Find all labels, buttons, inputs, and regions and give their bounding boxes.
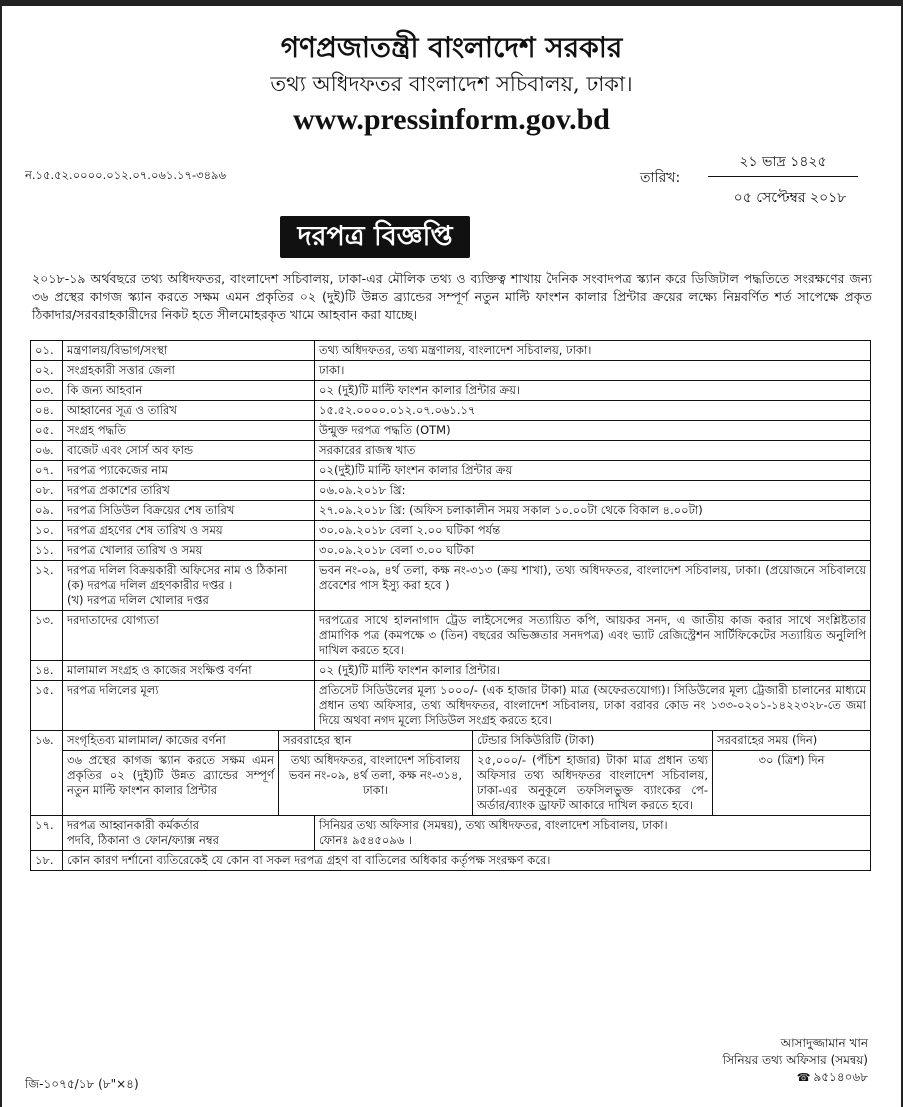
row-number: ০১. [31,341,63,361]
row-value: ৩০.০৯.২০১৮ বেলা ৩.০০ ঘটিকা [315,541,871,561]
table-row [31,361,871,381]
notice-title: দরপত্র বিজ্ঞপ্তি [280,216,470,258]
row-value: ০২ (দুই)টি মাল্টি ফাংশন কালার প্রিন্টার ক্রয়। [315,381,871,401]
signatory-name: আসাদুজ্জামান খান [780,1036,868,1050]
table-row [31,751,871,816]
row-value: প্রতিসেট সিডিউলের মূল্য ১০০০/- (এক হাজার টাকা) মাত্র (অফেরতযোগ্য)। সিডিউলের মূল্য ট্রেজারী চালানের মাধ্যমে প্রধান তথ্য অফিসার, তথ্য অধিদফতর, বাংলাদেশ সচিবালয়, ঢাকা বরাবর কোড নং ১৩৩-০২০১-১৪২২৩২৮-তে জমা দিয়ে অথবা নগদ মূল্যে সিডিউল সংগ্রহ করতে হবে। [315,681,871,731]
memo-number: ন.১৫.৫২.০০০০.০১২.০৭.০৬১.১৭-৩৪৯৬ [25,168,226,182]
table-row [31,816,871,851]
row-label: দরপত্র প্যাকেজের নাম [63,461,315,481]
signature-block [640,1035,868,1086]
print-code: জি-১০৭৫/১৮ (৮"×৪) [25,1077,139,1091]
row-value: ২৭.০৯.২০১৮ খ্রি: (অফিস চলাকালীন সময় সকাল ১০.০০টা থেকে বিকাল ৪.০০টা) [315,501,871,521]
table-row [31,481,871,501]
row16-header-time: সরবরাহের সময় (দিন) [713,731,871,751]
row-number: ১৪. [31,661,63,681]
row16-place: তথ্য অধিদফতর, বাংলাদেশ সচিবালয় ভবন নং-০৯, ৪র্থ তলা, কক্ষ নং-৩১৪, ঢাকা। [279,751,473,816]
table-row [31,421,871,441]
row16-time: ৩০ (ত্রিশ) দিন [713,751,871,816]
row-number: ০২. [31,361,63,381]
row-number: ০৯. [31,501,63,521]
row-label: সংগ্রহ পদ্ধতি [63,421,315,441]
tender-table [30,340,871,871]
row-number: ০৪. [31,401,63,421]
row-number: ১২. [31,561,63,611]
row-label: বাজেট এবং সোর্স অব ফান্ড [63,441,315,461]
row-value: ০২(দুই)টি মাল্টি ফাংশন কালার প্রিন্টার ক্রয় [315,461,871,481]
date-divider [708,176,858,177]
row-label: দরপত্র প্রকাশের তারিখ [63,481,315,501]
row-number: ০৭. [31,461,63,481]
row-label: আহ্বানের সূত্র ও তারিখ [63,401,315,421]
table-row [31,561,871,611]
table-row [31,731,871,751]
row-number: ১৭. [31,816,63,851]
row-value: তথ্য অধিদফতর, তথ্য মন্ত্রণালয়, বাংলাদেশ সচিবালয়, ঢাকা। [315,341,871,361]
row-label: কি জন্য আহবান [63,381,315,401]
row-value: ৩০.০৯.২০১৮ বেলা ২.০০ ঘটিকা পর্যন্ত [315,521,871,541]
signatory-phone-line [640,1069,868,1086]
table-row [31,661,871,681]
row17-value: সিনিয়র তথ্য অফিসার (সমন্বয়), তথ্য অধিদফতর, বাংলাদেশ সচিবালয়, ঢাকা। ফোনঃ ৯৫৪৫০৯৬ । [315,816,871,851]
signatory-phone: ৯৫১৪০৬৮ [813,1070,868,1084]
table-row [31,541,871,561]
row-label: দরপত্র সিডিউল বিক্রয়ের শেষ তারিখ [63,501,315,521]
row-value: দরপত্রের সাথে হালনাগাদ ট্রেড লাইসেন্সের সত্যায়িত কপি, আয়কর সনদ, এ জাতীয় কাজ করার সাথে সংশ্লিষ্টতার প্রামাণিক পত্র (কমপক্ষে ৩ (তিন) বছরের অভিজ্ঞতার সনদপত্র) এবং ভ্যাট রেজিস্ট্রেশন সার্টিফিকেটের সত্যায়িত অনুলিপি দাখিল করতে হবে। [315,611,871,661]
row-number: ০৩. [31,381,63,401]
table-row [31,401,871,421]
table-row [31,681,871,731]
row-value: ঢাকা। [315,361,871,381]
row-number: ১৩. [31,611,63,661]
row-number: ০৫. [31,421,63,441]
date-label: তারিখ: [640,170,681,186]
date-bangla: ২১ ভাদ্র ১৪২৫ [739,154,827,170]
row-value: সরকারের রাজস্ব খাত [315,441,871,461]
row16-header-place: সরবরাহের স্থান [279,731,473,751]
department-title: তথ্য অধিদফতর বাংলাদেশ সচিবালয়, ঢাকা। [270,72,633,96]
row-number: ১৬. [31,731,63,816]
table-row [31,851,871,871]
row-value: উন্মুক্ত দরপত্র পদ্ধতি (OTM) [315,421,871,441]
row18-value: কোন কারণ দর্শানো ব্যতিরেকেই যে কোন বা সকল দরপত্র গ্রহণ বা বাতিলের অধিকার কর্তৃপক্ষ সংরক্ষণ করে। [63,851,871,871]
row-label: দরপত্র দলিল বিক্রয়কারী অফিসের নাম ও ঠিকানা (ক) দরপত্র দলিল গ্রহণকারীর দপ্তর । (খ) দরপত্র দলিল খোলার দপ্তর [63,561,315,611]
row16-header-security: টেন্ডার সিকিউরিটি (টাকা) [473,731,713,751]
row16-description: ৩৬ প্রস্থের কাগজ স্ক্যান করতে সক্ষম এমন প্রকৃতির ০২ (দুই)টি উন্নত ব্র্যান্ডের সম্পূর্ণ নতুন মাল্টি ফাংশন কালার প্রিন্টার [63,751,279,816]
date-english: ০৫ সেপ্টেম্বর ২০১৮ [733,190,847,206]
row-number: ১৮. [31,851,63,871]
date-block [640,150,870,210]
row-label: মালামাল সংগ্রহ ও কাজের সংক্ষিপ্ত বর্ণনা [63,661,315,681]
row-number: ১০. [31,521,63,541]
row-value: ১৫.৫২.০০০০.০১২.০৭.০৬১.১৭ [315,401,871,421]
row-label: দরপত্র দলিলের মূল্য [63,681,315,731]
signatory-designation: সিনিয়র তথ্য অফিসার (সমন্বয়) [722,1053,868,1067]
government-title: গণপ্রজাতন্ত্রী বাংলাদেশ সরকার [280,31,623,64]
row-value: ভবন নং-০৯, ৪র্থ তলা, কক্ষ নং-৩১৩ (ক্রয় শাখা), তথ্য অধিদফতর, বাংলাদেশ সচিবালয়, ঢাকা। (প্রয়োজনে সচিবালয়ে প্রবেশের পাস ইস্যু করা হবে ) [315,561,871,611]
row16-header-description: সংগৃহিতব্য মালামাল/ কাজের বর্ণনা [63,731,279,751]
intro-paragraph: ২০১৮-১৯ অর্থবছরে তথ্য অধিদফতর, বাংলাদেশ সচিবালয়, ঢাকা-এর মৌলিক তথ্য ও ব্যক্তিত্ব শাখায় দৈনিক সংবাদপত্র স্ক্যান করে ডিজিটাল পদ্ধতিতে সংরক্ষণের জন্য ৩৬ প্রস্থের কাগজ স্ক্যান করতে সক্ষম এমন প্রকৃতির ০২ (দুই)টি উন্নত ব্র্যান্ডের সম্পূর্ণ নতুন মাল্টি ফাংশন কালার প্রিন্টার ক্রয়ের লক্ষ্যে নিম্নবর্ণিত শর্ত সাপেক্ষে প্রকৃত ঠিকাদার/সরবরাহকারীদের নিকট হতে সীলমোহরকৃত খামে আহবান করা যাচ্ছে। [32,271,872,322]
table-row [31,461,871,481]
table-row [31,501,871,521]
row17-label: দরপত্র আহ্বানকারী কর্মকর্তার পদবি, ঠিকানা ও ফোন/ফ্যাক্স নম্বর [63,816,315,851]
row-label: দরদাতাদের যোগ্যতা [63,611,315,661]
row-value: ০৬.০৯.২০১৮ খ্রি: [315,481,871,501]
table-row [31,441,871,461]
row-value: ০২ (দুই)টি মাল্টি ফাংশন কালার প্রিন্টার। [315,661,871,681]
table-row [31,521,871,541]
row-number: ০৬. [31,441,63,461]
row-label: দরপত্র খোলার তারিখ ও সময় [63,541,315,561]
telephone-icon: ☎ [796,1071,811,1084]
letterhead [0,30,903,138]
table-row [31,611,871,661]
row-number: ০৮. [31,481,63,501]
table-row [31,341,871,361]
row-label: দরপত্র গ্রহণের শেষ তারিখ ও সময় [63,521,315,541]
row-label: সংগ্রহকারী সত্তার জেলা [63,361,315,381]
row-label: মন্ত্রণালয়/বিভাগ/সংস্থা [63,341,315,361]
row-number: ১৫. [31,681,63,731]
table-row [31,381,871,401]
row-number: ১১. [31,541,63,561]
website-link[interactable]: www.pressinform.gov.bd [293,103,610,136]
row16-security: ২৫,০০০/- (পঁচিশ হাজার) টাকা মাত্র প্রধান তথ্য অফিসার তথ্য অধিদফতর বাংলাদেশ সচিবালয়, ঢাকা-এর অনুকূলে তফসিলভুক্ত ব্যাংকের পে-অর্ডার/ব্যাংক ড্রাফট আকারে দাখিল করতে হবে। [473,751,713,816]
